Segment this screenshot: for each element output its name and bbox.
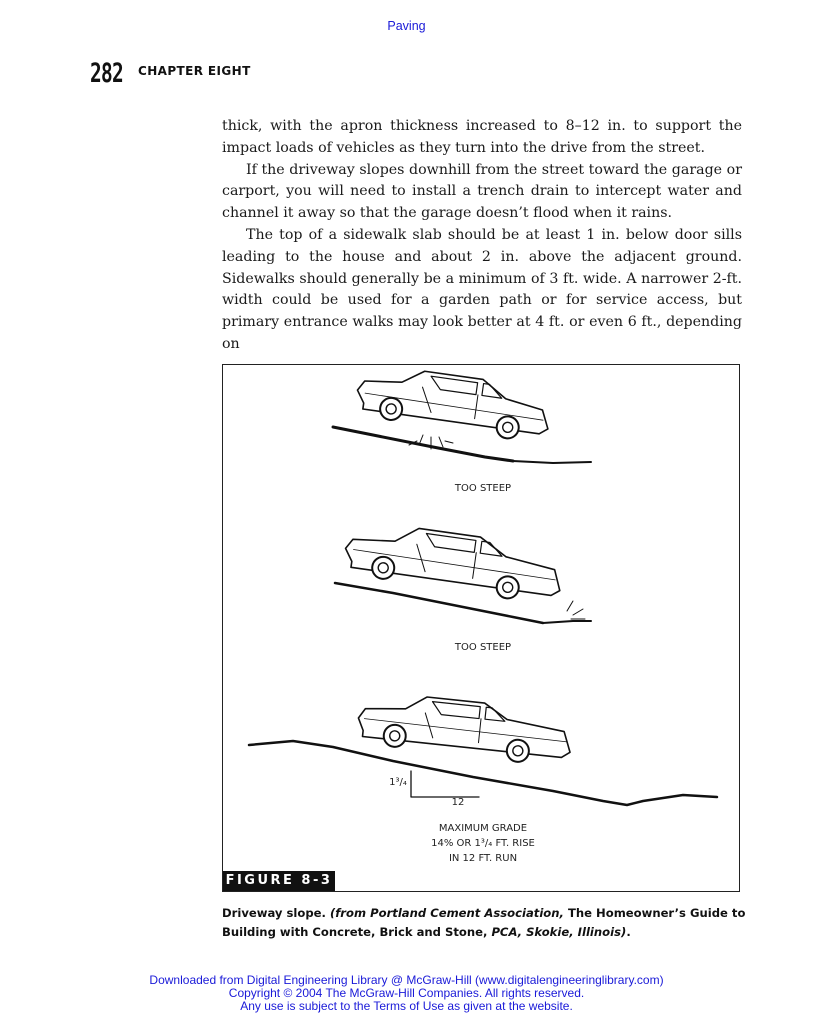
panel1-label: TOO STEEP — [454, 483, 512, 494]
caption-source-open: (from Portland Cement Association, — [329, 906, 564, 920]
footer-terms-link[interactable]: Any use is subject to the Terms of Use as given at the website. — [240, 999, 573, 1013]
car-maximum-grade — [249, 690, 717, 805]
grade-line-1: MAXIMUM GRADE — [438, 823, 528, 834]
run-label: 12 — [451, 797, 465, 808]
page-number: 282 — [90, 58, 123, 89]
section-link-paving[interactable]: Paving — [387, 19, 426, 33]
paragraph-2: If the driveway slopes downhill from the street toward the garage or carport, you will need to install a trench drain to intercept water and channel it away so that the garage doesn’t flood when it rains. — [222, 161, 742, 222]
chapter-title: CHAPTER EIGHT — [138, 64, 251, 78]
driveway-slope-illustration — [223, 365, 741, 893]
paragraph-1: thick, with the apron thickness increased to 8–12 in. to support the impact loads of vehicles as they turn into the drive from the street. — [222, 118, 742, 156]
footer-download-link[interactable]: Downloaded from Digital Engineering Library @ McGraw-Hill (www.digitalengineeringlibrary.com) — [149, 973, 664, 987]
footer-copyright: Copyright © 2004 The McGraw-Hill Companies. All rights reserved. — [228, 986, 585, 1000]
figure-caption — [222, 904, 746, 941]
caption-book-title: The Homeowner’s Guide to Building with Concrete, Brick and Stone, — [222, 906, 746, 939]
caption-source-close: PCA, Skokie, Illinois) — [491, 924, 627, 939]
rise-label: 1³/₄ — [389, 777, 407, 788]
figure-8-3 — [222, 364, 740, 892]
figure-label: FIGURE 8-3 — [223, 871, 335, 891]
body-text — [222, 116, 742, 356]
panel2-label: TOO STEEP — [454, 642, 512, 653]
caption-lead: Driveway slope. — [222, 906, 326, 920]
car-too-steep-2 — [335, 519, 591, 623]
paragraph-3: The top of a sidewalk slab should be at least 1 in. below door sills leading to the house and about 2 in. above the adjacent ground. Sidewalks should generally be a minimum of 3 ft. wide. A narrower 2-ft. width could be used for a garden path or for service access, but primary entrance walks may look better at 4 ft. or even 6 ft., depending on — [222, 226, 742, 352]
footer — [0, 974, 813, 1013]
car-too-steep-1 — [333, 365, 591, 463]
caption-end: . — [626, 924, 631, 939]
grade-line-2: 14% OR 1³/₄ FT. RISE — [431, 838, 535, 849]
grade-line-3: IN 12 FT. RUN — [448, 853, 518, 864]
